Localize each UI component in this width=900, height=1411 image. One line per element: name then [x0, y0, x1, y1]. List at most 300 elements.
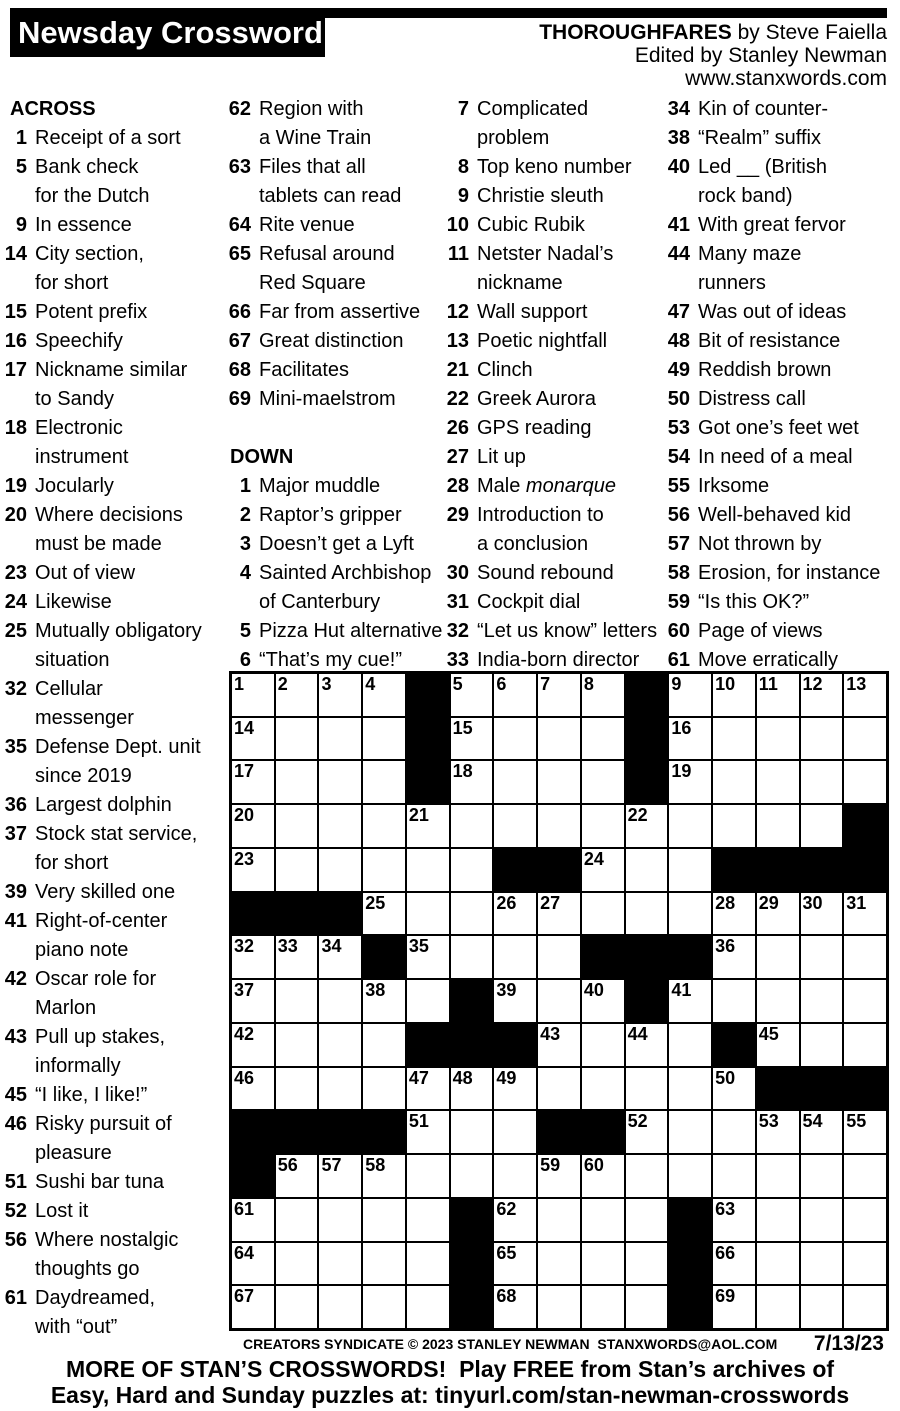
grid-cell-11-10[interactable] — [669, 1155, 711, 1197]
grid-cell-1-10[interactable] — [669, 718, 711, 760]
clue-text: Oscar role for Marlon — [35, 968, 157, 1019]
grid-cell-2-8[interactable] — [582, 761, 624, 803]
grid-cell-8-9[interactable] — [626, 1024, 668, 1066]
clue-34 — [667, 95, 880, 124]
grid-cell-5-4[interactable] — [407, 893, 449, 935]
cell-number: 68 — [496, 1286, 517, 1307]
grid-cell-14-8[interactable] — [582, 1286, 624, 1328]
clue-number: 64 — [228, 214, 251, 236]
clue-number: 3 — [239, 533, 251, 555]
grid-cell-7-14[interactable] — [844, 980, 886, 1022]
clue-9 — [1, 211, 202, 240]
cell-number: 13 — [846, 674, 867, 694]
clue-number: 22 — [446, 388, 469, 410]
grid-cell-12-1[interactable] — [276, 1199, 318, 1241]
grid-cell-3-3[interactable] — [363, 805, 405, 847]
grid-cell-8-7[interactable] — [538, 1024, 580, 1066]
grid-cell-14-2[interactable] — [319, 1286, 361, 1328]
grid-cell-4-3[interactable] — [363, 849, 405, 891]
clue-number: 37 — [4, 823, 27, 845]
grid-cell-9-9[interactable] — [626, 1068, 668, 1110]
clue-38 — [667, 124, 880, 153]
grid-cell-0-2[interactable] — [319, 674, 361, 716]
grid-cell-3-8[interactable] — [582, 805, 624, 847]
grid-cell-13-14[interactable] — [844, 1243, 886, 1285]
clue-68 — [227, 356, 442, 385]
grid-cell-11-1[interactable] — [276, 1155, 318, 1197]
clue-text: Not thrown by — [698, 533, 822, 555]
cell-number: 54 — [802, 1111, 823, 1132]
clue-number: 2 — [239, 504, 251, 526]
grid-cell-black — [451, 1199, 493, 1241]
clue-46 — [1, 1110, 202, 1168]
grid-cell-5-10[interactable] — [669, 893, 711, 935]
clue-text: Cubic Rubik — [477, 214, 585, 236]
grid-cell-14-7[interactable] — [538, 1286, 580, 1328]
grid-cell-9-10[interactable] — [669, 1068, 711, 1110]
clue-number: 43 — [4, 1026, 27, 1048]
grid-cell-14-12[interactable] — [757, 1286, 799, 1328]
cell-number: 47 — [408, 1067, 429, 1088]
grid-cell-4-2[interactable] — [319, 849, 361, 891]
grid-cell-12-7[interactable] — [538, 1199, 580, 1241]
grid-cell-10-12[interactable] — [757, 1111, 799, 1153]
clue-text: Pull up stakes, informally — [35, 1026, 166, 1077]
grid-cell-7-11[interactable] — [713, 980, 755, 1022]
grid-cell-1-13[interactable] — [801, 718, 843, 760]
grid-cell-13-11[interactable] — [713, 1243, 755, 1285]
grid-cell-6-6[interactable] — [494, 936, 536, 978]
grid-cell-9-3[interactable] — [363, 1068, 405, 1110]
grid-cell-7-3[interactable] — [363, 980, 405, 1022]
grid-cell-7-10[interactable] — [669, 980, 711, 1022]
grid-cell-11-7[interactable] — [538, 1155, 580, 1197]
clue-number: 6 — [239, 649, 251, 671]
cell-number: 12 — [802, 674, 823, 694]
grid-cell-7-6[interactable] — [494, 980, 536, 1022]
clue-text: Cellular messenger — [35, 678, 134, 729]
grid-cell-1-0[interactable] — [232, 718, 274, 760]
grid-cell-6-7[interactable] — [538, 936, 580, 978]
grid-cell-2-13[interactable] — [801, 761, 843, 803]
clue-text: Cockpit dial — [477, 591, 581, 613]
grid-cell-1-7[interactable] — [538, 718, 580, 760]
grid-cell-black — [407, 674, 449, 716]
clue-text: Daydreamed, with “out” — [35, 1287, 156, 1338]
grid-cell-3-0[interactable] — [232, 805, 274, 847]
clue-text: Region with a Wine Train — [259, 98, 372, 149]
grid-cell-3-12[interactable] — [757, 805, 799, 847]
grid-cell-4-4[interactable] — [407, 849, 449, 891]
clue-number: 25 — [4, 620, 27, 642]
clue-text: Files that all tablets can read — [259, 156, 402, 207]
clue-15 — [1, 298, 202, 327]
grid-cell-11-4[interactable] — [407, 1155, 449, 1197]
grid-cell-7-8[interactable] — [582, 980, 624, 1022]
grid-cell-3-10[interactable] — [669, 805, 711, 847]
clue-number: 54 — [667, 446, 690, 468]
clue-text: Major muddle — [259, 475, 381, 497]
grid-cell-12-4[interactable] — [407, 1199, 449, 1241]
clue-62 — [227, 95, 442, 153]
grid-cell-10-14[interactable] — [844, 1111, 886, 1153]
grid-cell-0-13[interactable] — [801, 674, 843, 716]
clue-number: 50 — [667, 388, 690, 410]
grid-cell-11-8[interactable] — [582, 1155, 624, 1197]
clue-51 — [1, 1168, 202, 1197]
grid-cell-2-0[interactable] — [232, 761, 274, 803]
grid-cell-14-14[interactable] — [844, 1286, 886, 1328]
cell-number: 6 — [496, 674, 507, 694]
grid-cell-2-12[interactable] — [757, 761, 799, 803]
clue-10 — [446, 211, 657, 240]
grid-cell-3-7[interactable] — [538, 805, 580, 847]
grid-cell-7-1[interactable] — [276, 980, 318, 1022]
clue-number: 66 — [228, 301, 251, 323]
grid-cell-black — [407, 718, 449, 760]
grid-cell-5-9[interactable] — [626, 893, 668, 935]
grid-cell-10-10[interactable] — [669, 1111, 711, 1153]
cell-number: 30 — [802, 892, 823, 913]
grid-cell-9-0[interactable] — [232, 1068, 274, 1110]
grid-cell-10-11[interactable] — [713, 1111, 755, 1153]
clue-45 — [1, 1081, 202, 1110]
clue-text: “Is this OK?” — [698, 591, 810, 613]
clue-number: 38 — [667, 127, 690, 149]
cell-number: 58 — [365, 1155, 386, 1176]
clue-text: Where decisions must be made — [35, 504, 183, 555]
grid-cell-8-0[interactable] — [232, 1024, 274, 1066]
grid-cell-8-10[interactable] — [669, 1024, 711, 1066]
grid-cell-13-8[interactable] — [582, 1243, 624, 1285]
clue-number: 34 — [667, 98, 690, 120]
grid-cell-0-1[interactable] — [276, 674, 318, 716]
cell-number: 15 — [452, 717, 473, 738]
grid-cell-1-14[interactable] — [844, 718, 886, 760]
grid-cell-0-11[interactable] — [713, 674, 755, 716]
grid-cell-12-11[interactable] — [713, 1199, 755, 1241]
grid-cell-5-6[interactable] — [494, 893, 536, 935]
cell-number: 9 — [671, 674, 682, 694]
grid-cell-8-2[interactable] — [319, 1024, 361, 1066]
clue-number: 11 — [447, 243, 469, 265]
grid-cell-1-8[interactable] — [582, 718, 624, 760]
clue-number: 57 — [667, 533, 690, 555]
grid-cell-black — [844, 1068, 886, 1110]
grid-cell-4-1[interactable] — [276, 849, 318, 891]
grid-cell-11-5[interactable] — [451, 1155, 493, 1197]
grid-cell-1-3[interactable] — [363, 718, 405, 760]
clue-42 — [1, 965, 202, 1023]
grid-cell-2-5[interactable] — [451, 761, 493, 803]
clue-54 — [667, 443, 880, 472]
grid-cell-1-1[interactable] — [276, 718, 318, 760]
grid-cell-13-1[interactable] — [276, 1243, 318, 1285]
grid-cell-11-3[interactable] — [363, 1155, 405, 1197]
grid-cell-2-6[interactable] — [494, 761, 536, 803]
cell-number: 36 — [715, 936, 736, 957]
grid-cell-14-0[interactable] — [232, 1286, 274, 1328]
grid-cell-0-6[interactable] — [494, 674, 536, 716]
grid-cell-6-11[interactable] — [713, 936, 755, 978]
cell-number: 46 — [234, 1067, 255, 1088]
grid-cell-14-4[interactable] — [407, 1286, 449, 1328]
grid-cell-5-13[interactable] — [801, 893, 843, 935]
grid-cell-6-14[interactable] — [844, 936, 886, 978]
grid-cell-11-9[interactable] — [626, 1155, 668, 1197]
grid-cell-6-2[interactable] — [319, 936, 361, 978]
grid-cell-6-13[interactable] — [801, 936, 843, 978]
grid-cell-3-13[interactable] — [801, 805, 843, 847]
clue-text: “I like, I like!” — [35, 1084, 148, 1106]
clue-text: In need of a meal — [698, 446, 853, 468]
grid-cell-8-8[interactable] — [582, 1024, 624, 1066]
grid-cell-8-14[interactable] — [844, 1024, 886, 1066]
grid-cell-8-12[interactable] — [757, 1024, 799, 1066]
grid-cell-13-12[interactable] — [757, 1243, 799, 1285]
cell-number: 31 — [846, 892, 867, 913]
grid-cell-0-5[interactable] — [451, 674, 493, 716]
grid-cell-10-6[interactable] — [494, 1111, 536, 1153]
grid-cell-12-2[interactable] — [319, 1199, 361, 1241]
grid-cell-black — [407, 761, 449, 803]
grid-cell-13-13[interactable] — [801, 1243, 843, 1285]
grid-cell-0-7[interactable] — [538, 674, 580, 716]
grid-cell-13-4[interactable] — [407, 1243, 449, 1285]
grid-cell-6-12[interactable] — [757, 936, 799, 978]
grid-cell-5-3[interactable] — [363, 893, 405, 935]
clue-64 — [227, 211, 442, 240]
grid-cell-7-7[interactable] — [538, 980, 580, 1022]
grid-cell-0-0[interactable] — [232, 674, 274, 716]
puzzle-title-line — [539, 21, 887, 44]
grid-cell-2-14[interactable] — [844, 761, 886, 803]
grid-cell-10-13[interactable] — [801, 1111, 843, 1153]
grid-cell-3-1[interactable] — [276, 805, 318, 847]
clue-list-header-across: ACROSS — [10, 98, 96, 120]
clue-text: Likewise — [35, 591, 112, 613]
grid-cell-12-12[interactable] — [757, 1199, 799, 1241]
grid-cell-12-0[interactable] — [232, 1199, 274, 1241]
grid-cell-2-2[interactable] — [319, 761, 361, 803]
grid-cell-0-8[interactable] — [582, 674, 624, 716]
grid-cell-2-11[interactable] — [713, 761, 755, 803]
grid-cell-11-14[interactable] — [844, 1155, 886, 1197]
clue-number: 40 — [667, 156, 690, 178]
grid-cell-5-11[interactable] — [713, 893, 755, 935]
grid-cell-0-10[interactable] — [669, 674, 711, 716]
grid-cell-11-2[interactable] — [319, 1155, 361, 1197]
grid-cell-8-13[interactable] — [801, 1024, 843, 1066]
grid-cell-1-12[interactable] — [757, 718, 799, 760]
grid-cell-7-2[interactable] — [319, 980, 361, 1022]
clue-50 — [667, 385, 880, 414]
grid-cell-3-9[interactable] — [626, 805, 668, 847]
grid-cell-0-3[interactable] — [363, 674, 405, 716]
grid-cell-13-9[interactable] — [626, 1243, 668, 1285]
grid-cell-9-11[interactable] — [713, 1068, 755, 1110]
grid-cell-14-9[interactable] — [626, 1286, 668, 1328]
grid-cell-1-2[interactable] — [319, 718, 361, 760]
cell-number: 64 — [234, 1242, 255, 1263]
clue-text: Receipt of a sort — [35, 127, 181, 149]
grid-cell-5-7[interactable] — [538, 893, 580, 935]
grid-cell-black — [844, 805, 886, 847]
grid-cell-7-12[interactable] — [757, 980, 799, 1022]
grid-cell-5-12[interactable] — [757, 893, 799, 935]
grid-cell-6-0[interactable] — [232, 936, 274, 978]
clue-41 — [1, 907, 202, 965]
grid-cell-9-6[interactable] — [494, 1068, 536, 1110]
grid-cell-2-7[interactable] — [538, 761, 580, 803]
grid-cell-4-0[interactable] — [232, 849, 274, 891]
grid-cell-4-10[interactable] — [669, 849, 711, 891]
grid-cell-2-1[interactable] — [276, 761, 318, 803]
grid-cell-2-3[interactable] — [363, 761, 405, 803]
grid-cell-4-8[interactable] — [582, 849, 624, 891]
grid-cell-9-8[interactable] — [582, 1068, 624, 1110]
clue-number: 5 — [15, 156, 27, 178]
grid-cell-11-11[interactable] — [713, 1155, 755, 1197]
cell-number: 5 — [452, 674, 463, 694]
grid-cell-9-7[interactable] — [538, 1068, 580, 1110]
grid-cell-11-6[interactable] — [494, 1155, 536, 1197]
clue-number: 32 — [4, 678, 27, 700]
grid-cell-6-5[interactable] — [451, 936, 493, 978]
grid-cell-12-9[interactable] — [626, 1199, 668, 1241]
grid-cell-10-5[interactable] — [451, 1111, 493, 1153]
grid-cell-13-7[interactable] — [538, 1243, 580, 1285]
grid-cell-7-0[interactable] — [232, 980, 274, 1022]
grid-cell-black — [626, 936, 668, 978]
cell-number: 16 — [671, 717, 692, 738]
clue-text: Lit up — [477, 446, 526, 468]
grid-cell-3-6[interactable] — [494, 805, 536, 847]
clue-52 — [1, 1197, 202, 1226]
clue-number: 13 — [446, 330, 469, 352]
grid-cell-black — [451, 980, 493, 1022]
grid-cell-6-1[interactable] — [276, 936, 318, 978]
promo-line-1: MORE OF STAN’S CROSSWORDS! Play FREE from Stan’s archives of — [65, 1356, 835, 1382]
clue-text: “Realm” suffix — [698, 127, 821, 149]
cell-number: 41 — [671, 980, 692, 1001]
clue-number: 61 — [667, 649, 690, 671]
clue-number: 39 — [4, 881, 27, 903]
grid-cell-5-14[interactable] — [844, 893, 886, 935]
grid-cell-black — [232, 1111, 274, 1153]
clue-text: Mini-maelstrom — [259, 388, 396, 410]
grid-cell-12-3[interactable] — [363, 1199, 405, 1241]
grid-cell-0-12[interactable] — [757, 674, 799, 716]
grid-cell-14-6[interactable] — [494, 1286, 536, 1328]
grid-cell-4-5[interactable] — [451, 849, 493, 891]
clue-text: Jocularly — [35, 475, 114, 497]
cell-number: 48 — [452, 1067, 473, 1088]
grid-cell-13-0[interactable] — [232, 1243, 274, 1285]
grid-cell-14-13[interactable] — [801, 1286, 843, 1328]
clue-number: 7 — [457, 98, 469, 120]
grid-cell-black — [669, 936, 711, 978]
grid-cell-3-5[interactable] — [451, 805, 493, 847]
grid-cell-9-1[interactable] — [276, 1068, 318, 1110]
grid-cell-3-2[interactable] — [319, 805, 361, 847]
grid-cell-2-10[interactable] — [669, 761, 711, 803]
grid-cell-13-3[interactable] — [363, 1243, 405, 1285]
grid-cell-6-4[interactable] — [407, 936, 449, 978]
clue-number: 33 — [446, 649, 469, 671]
grid-cell-3-4[interactable] — [407, 805, 449, 847]
grid-cell-black — [713, 849, 755, 891]
grid-cell-13-2[interactable] — [319, 1243, 361, 1285]
grid-cell-3-11[interactable] — [713, 805, 755, 847]
cell-number: 55 — [846, 1111, 867, 1132]
clue-31 — [446, 588, 657, 617]
cell-number: 35 — [408, 936, 429, 957]
grid-cell-11-13[interactable] — [801, 1155, 843, 1197]
grid-cell-4-9[interactable] — [626, 849, 668, 891]
grid-cell-11-12[interactable] — [757, 1155, 799, 1197]
grid-cell-9-2[interactable] — [319, 1068, 361, 1110]
clue-number: 47 — [667, 301, 690, 323]
grid-cell-13-6[interactable] — [494, 1243, 536, 1285]
grid-cell-7-13[interactable] — [801, 980, 843, 1022]
grid-cell-5-8[interactable] — [582, 893, 624, 935]
clue-number: 9 — [457, 185, 469, 207]
clue-63 — [227, 153, 442, 211]
grid-cell-12-14[interactable] — [844, 1199, 886, 1241]
grid-cell-1-5[interactable] — [451, 718, 493, 760]
clue-number: 29 — [446, 504, 469, 526]
grid-cell-8-3[interactable] — [363, 1024, 405, 1066]
clue-67 — [227, 327, 442, 356]
clue-35 — [1, 733, 202, 791]
clue-48 — [667, 327, 880, 356]
cell-number: 69 — [715, 1286, 736, 1307]
cell-number: 43 — [540, 1023, 561, 1044]
grid-cell-black — [669, 1199, 711, 1241]
clue-5 — [1, 153, 202, 211]
clue-number: 60 — [667, 620, 690, 642]
clue-text: Rite venue — [259, 214, 355, 236]
grid-cell-7-4[interactable] — [407, 980, 449, 1022]
cell-number: 40 — [583, 980, 604, 1001]
grid-cell-14-3[interactable] — [363, 1286, 405, 1328]
grid-cell-12-6[interactable] — [494, 1199, 536, 1241]
clue-text: Bank check for the Dutch — [35, 156, 150, 207]
grid-cell-black — [626, 674, 668, 716]
grid-cell-9-4[interactable] — [407, 1068, 449, 1110]
clue-text: Wall support — [477, 301, 588, 323]
clue-44 — [667, 240, 880, 298]
cell-number: 49 — [496, 1067, 517, 1088]
clue-26 — [446, 414, 657, 443]
clue-number: 35 — [4, 736, 27, 758]
clue-number: 45 — [4, 1084, 27, 1106]
grid-cell-0-14[interactable] — [844, 674, 886, 716]
grid-cell-12-13[interactable] — [801, 1199, 843, 1241]
grid-cell-10-4[interactable] — [407, 1111, 449, 1153]
grid-cell-10-9[interactable] — [626, 1111, 668, 1153]
grid-cell-14-1[interactable] — [276, 1286, 318, 1328]
grid-cell-12-8[interactable] — [582, 1199, 624, 1241]
grid-cell-1-11[interactable] — [713, 718, 755, 760]
cell-number: 24 — [583, 848, 604, 869]
grid-cell-5-5[interactable] — [451, 893, 493, 935]
grid-cell-1-6[interactable] — [494, 718, 536, 760]
grid-cell-14-11[interactable] — [713, 1286, 755, 1328]
grid-cell-8-1[interactable] — [276, 1024, 318, 1066]
grid-cell-9-5[interactable] — [451, 1068, 493, 1110]
